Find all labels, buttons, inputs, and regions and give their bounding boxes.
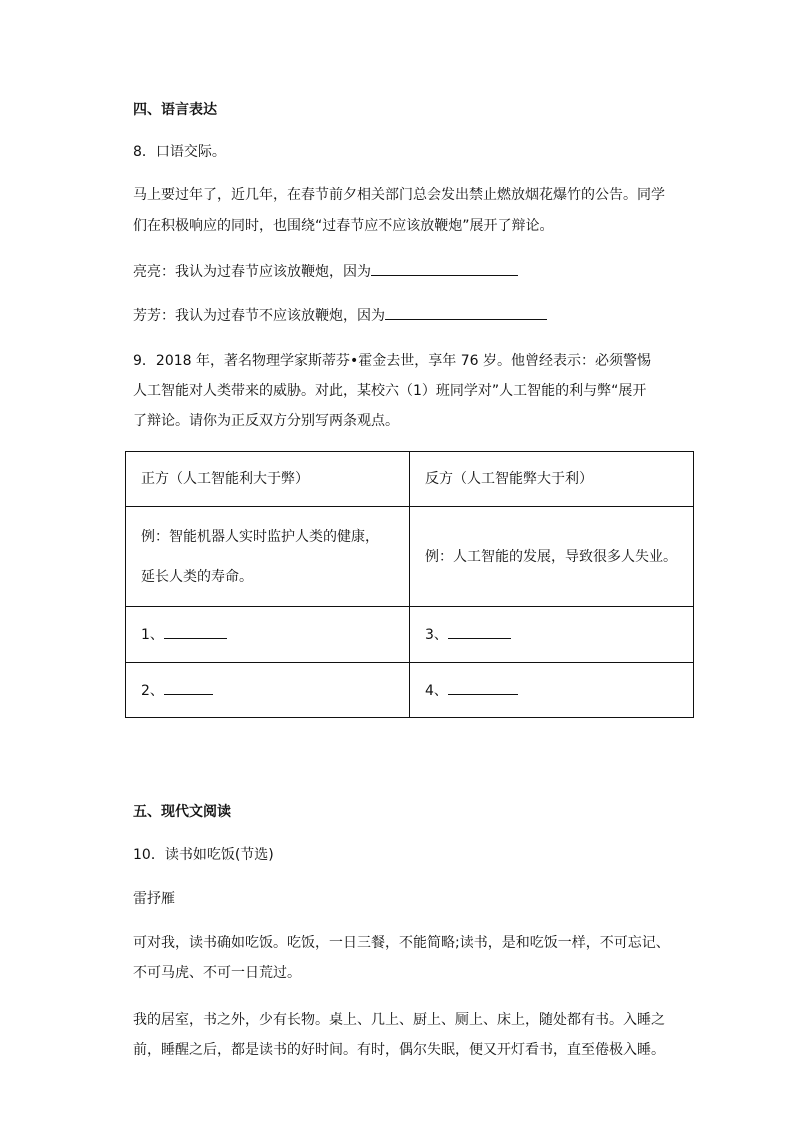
article-author: 雷抒雁 (133, 891, 175, 907)
answer-blank-4[interactable] (448, 680, 518, 695)
question-9-line-3: 了辩论。请你为正反双方分别写两条观点。 (133, 413, 399, 429)
fangfang-answer-line (133, 305, 733, 326)
table-row-header (126, 452, 694, 507)
paragraph-1-line-2: 不可马虎、不可一日荒过。 (133, 965, 301, 981)
example-pro-line-2: 延长人类的寿命。 (141, 568, 253, 585)
question-8-paragraph-line-1: 马上要过年了，近几年，在春节前夕相关部门总会发出禁止燃放烟花爆竹的公告。同学 (133, 187, 665, 203)
paragraph-2-line-1: 我的居室，书之外，少有长物。桌上、几上、厨上、厕上、床上，随处都有书。入睡之 (133, 1012, 665, 1028)
example-con-cell: 例：人工智能的发展，导致很多人失业。 (410, 507, 694, 607)
example-pro-cell (126, 507, 410, 607)
debate-table (125, 451, 694, 718)
liangliang-prompt: 亮亮：我认为过春节应该放鞭炮，因为 (133, 264, 371, 280)
question-9-line-1: 9．2018 年，著名物理学家斯蒂芬•霍金去世，享年 76 岁。他曾经表示：必须警惕 (133, 353, 651, 369)
section-heading-language-expression: 四、语言表达 (133, 102, 217, 118)
liangliang-answer-blank[interactable] (371, 261, 518, 276)
answer-label-4: 4、 (425, 682, 448, 699)
liangliang-answer-line (133, 261, 733, 282)
table-row-answers-2 (126, 663, 694, 718)
answer-cell-3 (410, 607, 694, 663)
table-row-answers-1 (126, 607, 694, 663)
answer-cell-2 (126, 663, 410, 718)
answer-label-1: 1、 (141, 627, 164, 643)
answer-cell-4 (410, 663, 694, 718)
answer-label-3: 3、 (425, 627, 448, 643)
paragraph-2-line-2: 前，睡醒之后，都是读书的好时间。有时，偶尔失眠，便又开灯看书，直至倦极入睡。 (133, 1042, 665, 1058)
question-9-line-2: 人工智能对人类带来的威胁。对此，某校六（1）班同学对”人工智能的利与弊“展开 (133, 383, 647, 399)
answer-blank-1[interactable] (164, 624, 227, 639)
table-row-example (126, 507, 694, 607)
answer-cell-1 (126, 607, 410, 663)
fangfang-answer-blank[interactable] (385, 305, 547, 320)
question-8-title: 8．口语交际。 (133, 144, 226, 160)
example-pro-line-1: 例：智能机器人实时监护人类的健康， (141, 528, 379, 545)
paragraph-1-line-1: 可对我，读书确如吃饭。吃饭，一日三餐，不能简略;读书，是和吃饭一样，不可忘记、 (133, 935, 670, 951)
answer-blank-3[interactable] (448, 624, 511, 639)
answer-blank-2[interactable] (164, 680, 213, 695)
fangfang-prompt: 芳芳：我认为过春节不应该放鞭炮，因为 (133, 308, 385, 324)
header-con: 反方（人工智能弊大于利） (410, 452, 694, 507)
section-heading-modern-reading: 五、现代文阅读 (133, 804, 231, 820)
answer-label-2: 2、 (141, 682, 164, 699)
question-8-paragraph-line-2: 们在积极响应的同时，也围绕“过春节应不应该放鞭炮”展开了辩论。 (133, 218, 554, 234)
header-pro: 正方（人工智能利大于弊） (126, 452, 410, 507)
question-10-title: 10．读书如吃饭(节选) (133, 847, 274, 863)
